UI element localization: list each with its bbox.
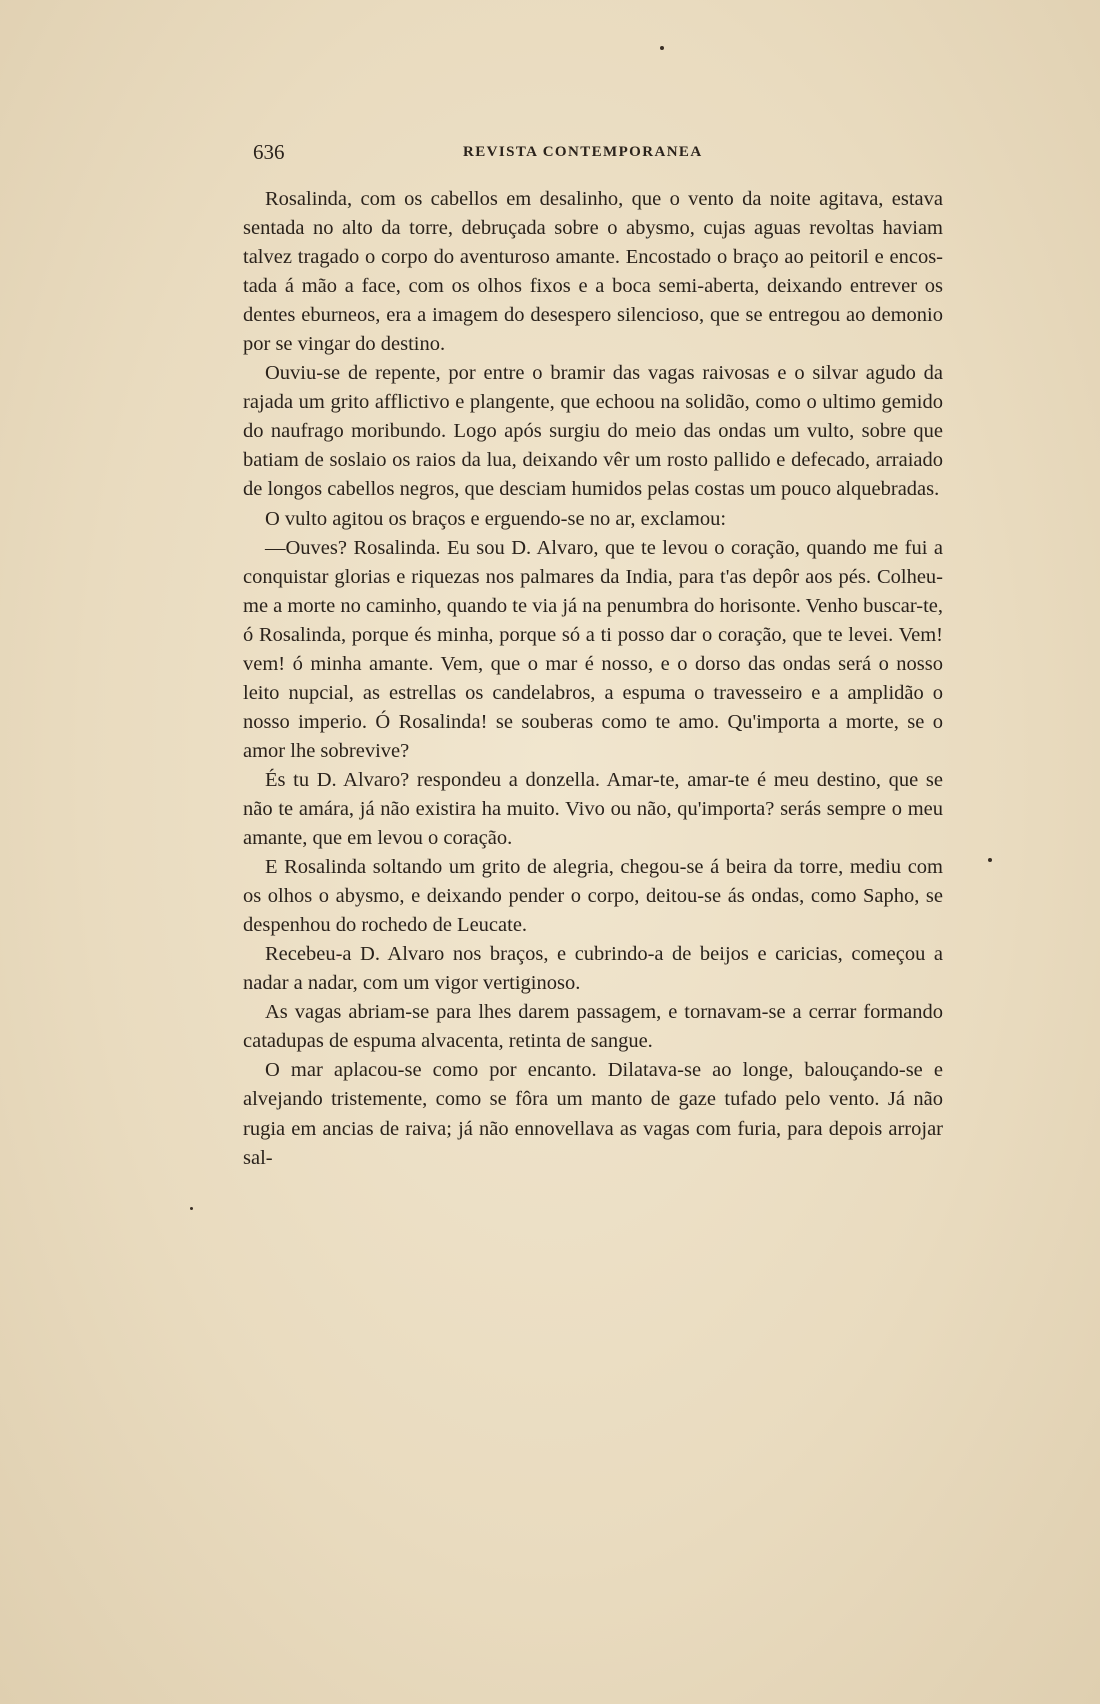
paragraph: Recebeu-a D. Alvaro nos braços, e cubrindo-a de beijos e caricias, começou a nadar a nadar, com um vigor vertiginoso. [243, 943, 943, 995]
ink-speck [660, 46, 664, 50]
ink-speck [190, 1207, 193, 1210]
page-number: 636 [253, 140, 285, 164]
page-header [253, 140, 943, 170]
paragraph: És tu D. Alvaro? respondeu a donzella. Amar-te, amar-te é meu destino, que se não te amára, já não existira ha muito. Vivo ou não, qu'importa? serás sempre o meu amante, que em levou o coração. [243, 768, 943, 850]
paragraph: O vulto agitou os braços e erguendo-se no ar, exclamou: [265, 507, 727, 530]
ink-speck [988, 858, 992, 862]
running-title: REVISTA CONTEMPORANEA [463, 144, 703, 160]
paragraph: —Ouves? Rosalinda. Eu sou D. Alvaro, que te levou o coração, quando me fui a conquistar glorias e riquezas nos palmares da India, para t'as depôr aos pés. Colheu-me a morte no caminho, quando te via já na penumbra do horisonte. Venho buscar-te, ó Rosalinda, porque és minha, porque só a ti posso dar o coração, que te levei. Vem! vem! ó minha amante. Vem, que o mar é nosso, e o dorso das ondas será o nosso leito nupcial, as estrellas os candelabros, a espuma o travesseiro e a amplidão o nosso imperio. Ó Rosalinda! se souberas como te amo. Qu'importa a morte, se o amor lhe sobrevive? [243, 536, 943, 762]
body-text [243, 185, 943, 1173]
paragraph: As vagas abriam-se para lhes darem passagem, e tornavam-se a cerrar formando catadupas de espuma alvacenta, retinta de sangue. [243, 1001, 943, 1053]
paragraph: Rosalinda, com os cabellos em desalinho, que o vento da noite agitava, estava sentada no alto da torre, debruçada sobre o abysmo, cujas aguas revoltas haviam talvez tragado o corpo do aventuroso amante. Encostado o braço ao peitoril e encostada á mão a face, com os olhos fixos e a boca semi-aberta, deixando entrever os dentes eburneos, era a imagem do desespero silencioso, que se entregou ao demonio por se vingar do destino. [243, 188, 943, 356]
paragraph: Ouviu-se de repente, por entre o bramir das vagas raivosas e o silvar agudo da rajada um grito afflictivo e plangente, que echoou na solidão, como o ultimo gemido do naufrago moribundo. Logo após surgiu do meio das ondas um vulto, sobre que batiam de soslaio os raios da lua, deixando vêr um rosto pallido e defecado, arraiado de longos cabellos negros, que desciam humidos pelas costas um pouco alquebradas. [243, 362, 943, 501]
paragraph: O mar aplacou-se como por encanto. Dilatava-se ao longe, balouçando-se e alvejando tristemente, como se fôra um manto de gaze tufado pelo vento. Já não rugia em ancias de raiva; já não ennovellava as vagas com furia, para depois arrojar sal- [243, 1059, 943, 1169]
paragraph: E Rosalinda soltando um grito de alegria, chegou-se á beira da torre, mediu com os olhos o abysmo, e deixando pender o corpo, deitou-se ás ondas, como Sapho, se despenhou do rochedo de Leucate. [243, 856, 943, 937]
